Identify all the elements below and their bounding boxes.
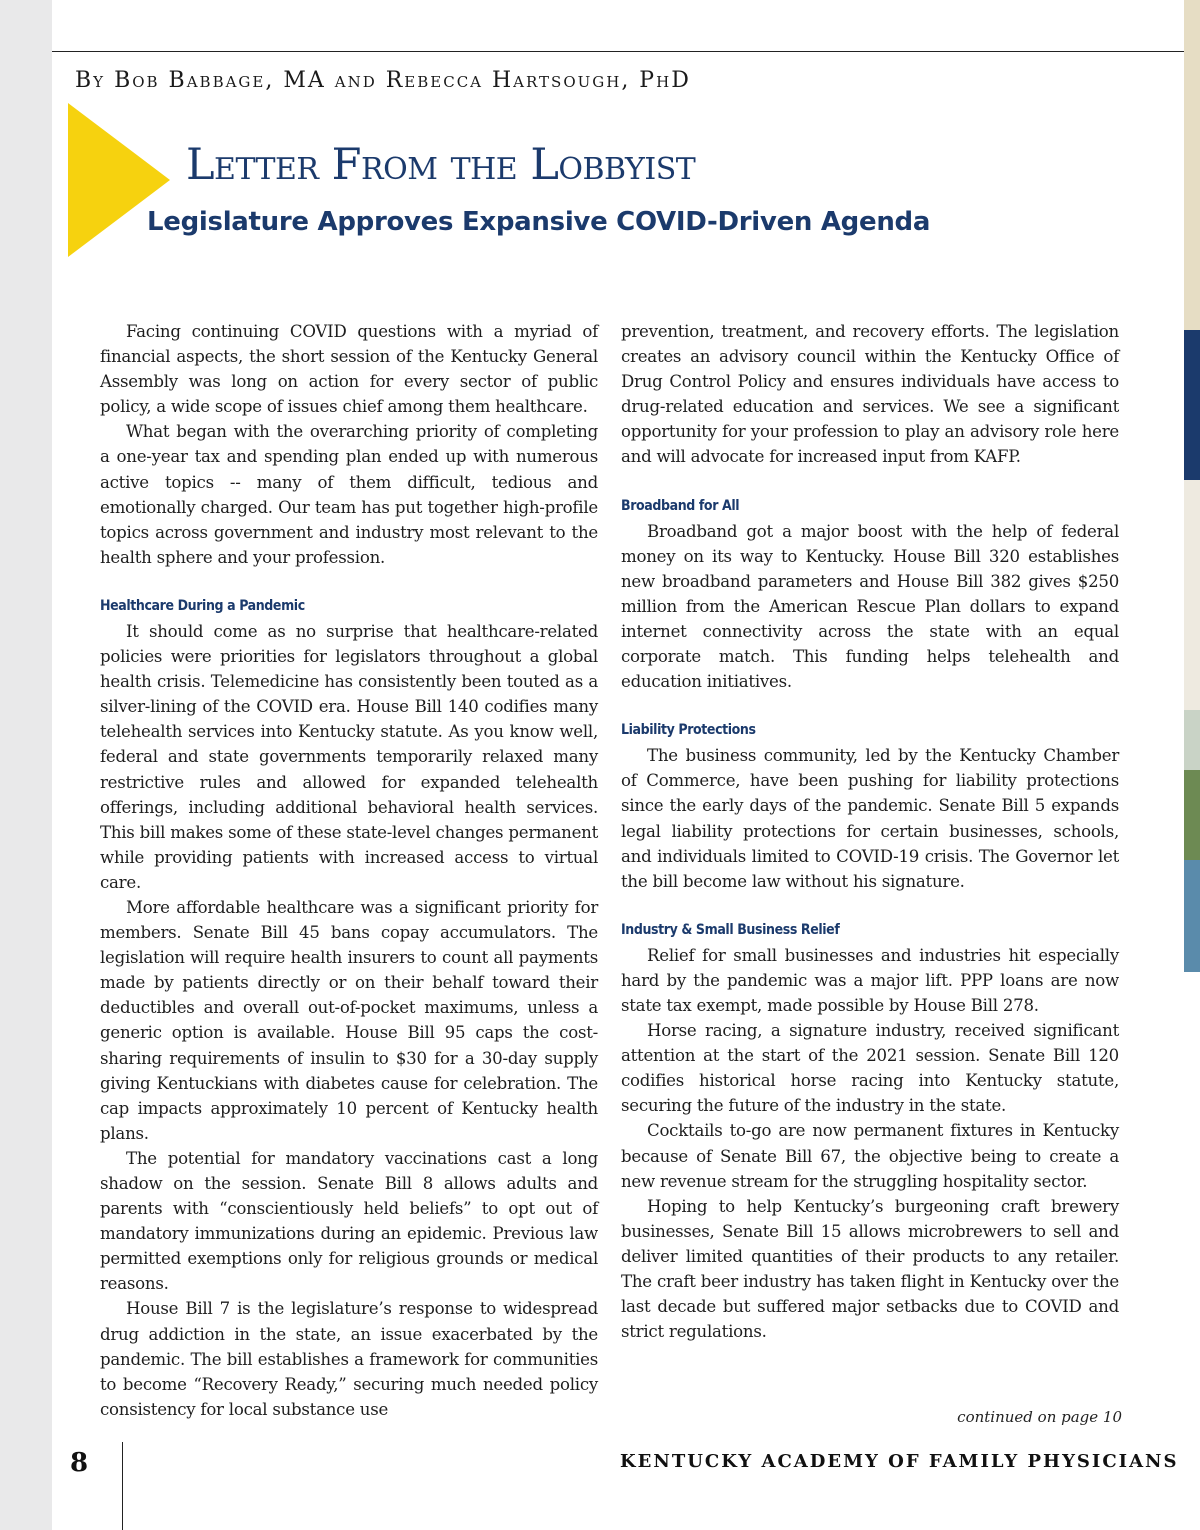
paragraph: Facing continuing COVID questions with a myriad of financial aspects, the short session of the Kentucky General Assembly was long on action for every sector of public policy, a wide scope of issues chief among them healthcare. xyxy=(100,322,598,417)
continued-note: continued on page 10 xyxy=(957,1408,1122,1426)
paragraph: Horse racing, a signature industry, received significant attention at the start of the 2021 session. Senate Bill 120 codifies historical horse racing into Kentucky statute, securing the future of the industry in the state. xyxy=(621,1021,1119,1116)
paragraph: More affordable healthcare was a significant priority for members. Senate Bill 45 bans copay accumulators. The legislation will require health insurers to count all payments made by patients directly or on their behalf toward their deductibles and overall out-of-pocket maximums, unless a generic option is available. House Bill 95 caps the cost-sharing requirements of insulin to $30 for a 30-day supply giving Kentuckians with diabetes cause for celebration. The cap impacts approximately 10 percent of Kentucky health plans. xyxy=(100,897,598,1143)
paragraph: prevention, treatment, and recovery efforts. The legislation creates an advisory council within the Kentucky Office of Drug Control Policy and ensures individuals have access to drug-related education and services. We see a significant opportunity for your profession to play an advisory role here and will advocate for increased input from KAFP. xyxy=(621,322,1119,467)
section-heading-broadband: Broadband for All xyxy=(621,497,740,514)
paragraph: The potential for mandatory vaccinations cast a long shadow on the session. Senate Bill 8 allows adults and parents with “conscientiously held beliefs” to opt out of mandatory immunizations during an epidemic. Previous law permitted exemptions only for religious grounds or medical reasons. xyxy=(100,1148,598,1294)
section-heading-liability: Liability Protections xyxy=(621,722,756,739)
footer-divider xyxy=(122,1442,123,1530)
page-number: 8 xyxy=(70,1448,89,1478)
section-heading-healthcare: Healthcare During a Pandemic xyxy=(100,597,305,614)
article-title: Letter From the Lobbyist xyxy=(186,140,696,190)
byline: By Bob Babbage, MA and Rebecca Hartsough, PhD xyxy=(75,68,691,93)
section-heading-industry: Industry & Small Business Relief xyxy=(621,921,840,938)
paragraph: It should come as no surprise that healthcare-related policies were priorities for legislators throughout a global health crisis. Telemedicine has consistently been touted as a silver-lining of the COVID era. House Bill 140 codifies many telehealth services into Kentucky statute. As you know well, federal and state governments temporarily relaxed many restrictive rules and allowed for expanded telehealth offerings, including additional behavioral health services. This bill makes some of these state-level changes permanent while providing patients with increased access to virtual care. xyxy=(100,621,598,892)
right-column xyxy=(621,319,1119,1344)
paragraph: The business community, led by the Kentucky Chamber of Commerce, have been pushing for liability protections since the early days of the pandemic. Senate Bill 5 expands legal liability protections for certain businesses, schools, and individuals limited to COVID-19 crisis. The Governor let the bill become law without his signature. xyxy=(621,746,1119,891)
left-column xyxy=(100,319,598,1422)
article-subtitle: Legislature Approves Expansive COVID-Driven Agenda xyxy=(147,207,931,237)
paragraph: House Bill 7 is the legislature’s response to widespread drug addiction in the state, an issue exacerbated by the pandemic. The bill establishes a framework for communities to become “Recovery Ready,” securing much needed policy consistency for local substance use xyxy=(100,1299,598,1419)
paragraph: Hoping to help Kentucky’s burgeoning craft brewery businesses, Senate Bill 15 allows microbrewers to sell and deliver limited quantities of their products to any retailer. The craft beer industry has taken flight in Kentucky over the last decade but suffered major setbacks due to COVID and strict regulations. xyxy=(621,1196,1119,1342)
right-edge-photo-strip xyxy=(1184,0,1200,1530)
top-rule xyxy=(52,51,1184,52)
paragraph: Cocktails to-go are now permanent fixtures in Kentucky because of Senate Bill 67, the objective being to create a new revenue stream for the struggling hospitality sector. xyxy=(621,1121,1119,1191)
paragraph: What began with the overarching priority of completing a one-year tax and spending plan ended up with numerous active topics -- many of them difficult, tedious and emotionally charged. Our team has put together high-profile topics across government and industry most relevant to the health sphere and your profession. xyxy=(100,422,598,567)
paragraph: Relief for small businesses and industries hit especially hard by the pandemic was a major lift. PPP loans are now state tax exempt, made possible by House Bill 278. xyxy=(621,945,1119,1015)
left-margin-band xyxy=(0,0,52,1530)
paragraph: Broadband got a major boost with the help of federal money on its way to Kentucky. House Bill 320 establishes new broadband parameters and House Bill 382 gives $250 million from the American Rescue Plan dollars to expand internet connectivity across the state with an equal corporate match. This funding helps telehealth and education initiatives. xyxy=(621,521,1119,692)
footer-organization: KENTUCKY ACADEMY OF FAMILY PHYSICIANS xyxy=(620,1451,1179,1472)
